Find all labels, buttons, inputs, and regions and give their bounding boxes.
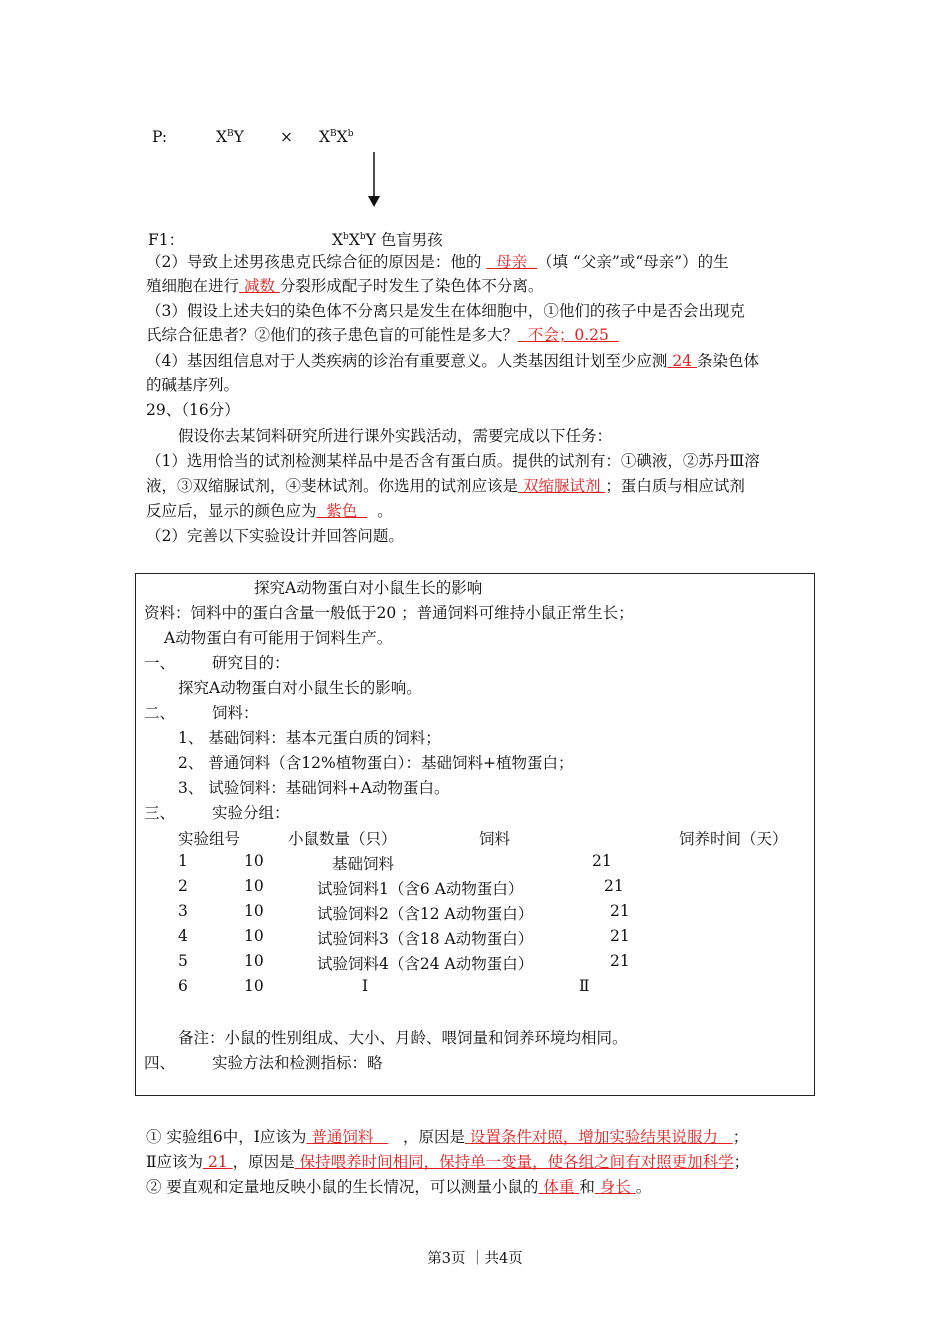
table-row-1-feed: 基础饲料 xyxy=(332,855,395,873)
answer-line-3: ② 要直观和定量地反映小鼠的生长情况，可以测量小鼠的 体重 和 身长 。 xyxy=(146,1178,652,1196)
table-header-feed: 饲料 xyxy=(479,830,511,848)
q4-line1: （4）基因组信息对于人类疾病的诊治有重要意义。人类基因组计划至少应测 24 条染色体 xyxy=(146,352,759,370)
section-2-title: 饲料： xyxy=(212,704,259,722)
q2-line2: 殖细胞在进行 减数 分裂形成配子时发生了染色体不分离。 xyxy=(146,277,544,295)
answer-1-feed: 普通饲料 xyxy=(311,1128,374,1146)
q3-line2: 氏综合征患者？②他们的孩子患色盲的可能性是多大？ 不会；0.25 xyxy=(146,324,619,346)
q3-line1: （3）假设上述夫妇的染色体不分离只是发生在体细胞中，①他们的孩子中是否会出现克 xyxy=(146,302,745,320)
box-title: 探究A动物蛋白对小鼠生长的影响 xyxy=(254,579,483,597)
answer-3-weight: 体重 xyxy=(543,1178,575,1196)
section-1-title: 研究目的： xyxy=(212,654,290,672)
table-row-1-time: 21 xyxy=(592,852,612,870)
q29-p2: （2）完善以下实验设计并回答问题。 xyxy=(146,527,404,545)
f1-result: $X^bX^bY$ 色盲男孩 xyxy=(332,231,443,249)
answer-3-length: 身长 xyxy=(599,1178,631,1196)
answer-line-2: Ⅱ应该为 21 ，原因是 保持喂养时间相同，保持单一变量，使各组之间有对照更加科学； xyxy=(146,1153,750,1171)
table-row-4-time: 21 xyxy=(610,927,630,945)
table-row-2-feed: 试验饲料1（含6 A动物蛋白） xyxy=(317,880,524,898)
q2-answer1: 母亲 xyxy=(496,253,528,271)
table-header-count: 小鼠数量（只） xyxy=(288,830,397,848)
section-1-num: 一、 xyxy=(144,654,176,672)
q2-line1: （2）导致上述男孩患克氏综合征的原因是：他的 母亲 （填 “父亲”或“母亲”）的生 xyxy=(146,253,729,271)
feed-1: 1、 基础饲料：基本元蛋白质的饲料； xyxy=(178,729,441,747)
q29-answer-color: 紫色 xyxy=(326,502,358,520)
q29-heading: 29、（16分） xyxy=(146,401,240,419)
table-row-3-group: 3 xyxy=(178,902,188,920)
table-row-2-time: 21 xyxy=(604,877,624,895)
table-header-time: 饲养时间（天） xyxy=(679,830,788,848)
q2-answer2: 减数 xyxy=(243,277,275,295)
table-row-1-group: 1 xyxy=(178,852,188,870)
table-row-3-feed: 试验饲料2（含12 A动物蛋白） xyxy=(317,905,534,923)
box-material-1: 资料：饲料中的蛋白含量一般低于20 ；普通饲料可维持小鼠正常生长； xyxy=(144,604,634,622)
table-row-2-count: 10 xyxy=(244,877,264,895)
q29-p1-line2: 液，③双缩脲试剂，④斐林试剂。你选用的试剂应该是 双缩脲试剂 ；蛋白质与相应试剂 xyxy=(146,477,745,495)
table-row-4-feed: 试验饲料3（含18 A动物蛋白） xyxy=(317,930,534,948)
box-note: 备注：小鼠的性别组成、大小、月龄、喂饲量和饲养环境均相同。 xyxy=(178,1029,628,1047)
table-header-group: 实验组号 xyxy=(178,830,241,848)
section-2-num: 二、 xyxy=(144,704,176,722)
male-genotype: $X^BY$ xyxy=(216,128,244,146)
section-3-title: 实验分组： xyxy=(212,804,290,822)
answer-1-reason: 设置条件对照，增加实验结果说服力 xyxy=(469,1128,718,1146)
feed-3: 3、 试验饲料：基础饲料+A动物蛋白。 xyxy=(178,779,450,797)
page-footer: 第3页 ｜共4页 xyxy=(427,1251,523,1267)
cross-times: × xyxy=(280,128,293,146)
feed-2: 2、 普通饲料（含12%植物蛋白）：基础饲料+植物蛋白； xyxy=(178,754,574,772)
section-4-num: 四、 xyxy=(144,1054,176,1072)
table-row-3-time: 21 xyxy=(610,902,630,920)
table-row-6-group: 6 xyxy=(178,977,188,995)
answer-2-days: 21 xyxy=(207,1153,228,1171)
answer-2-reason: 保持喂养时间相同，保持单一变量，使各组之间有对照更加科学 xyxy=(299,1153,734,1171)
experiment-box xyxy=(135,573,815,1096)
section-4-title: 实验方法和检测指标：略 xyxy=(212,1054,383,1072)
answer-line-1: ① 实验组6中，Ⅰ应该为 普通饲料 ，原因是 设置条件对照，增加实验结果说服力 ； xyxy=(146,1128,749,1146)
table-row-1-count: 10 xyxy=(244,852,264,870)
q29-answer-reagent: 双缩脲试剂 xyxy=(522,477,601,495)
f1-label: F1： xyxy=(148,231,185,249)
section-1-body: 探究A动物蛋白对小鼠生长的影响。 xyxy=(178,679,422,697)
q29-intro: 假设你去某饲料研究所进行课外实践活动，需要完成以下任务： xyxy=(178,427,613,445)
q3-answer: 不会；0.25 xyxy=(527,326,609,344)
table-row-5-group: 5 xyxy=(178,952,188,970)
table-row-5-time: 21 xyxy=(610,952,630,970)
q4-answer: 24 xyxy=(672,352,693,370)
q29-p1-line1: （1）选用恰当的试剂检测某样品中是否含有蛋白质。提供的试剂有：①碘液，②苏丹Ⅲ溶 xyxy=(146,452,760,470)
female-genotype: $X^BX^b$ xyxy=(319,128,354,146)
table-row-6-feed: Ⅰ xyxy=(362,977,369,995)
table-row-2-group: 2 xyxy=(178,877,188,895)
cross-arrow xyxy=(366,152,382,208)
table-row-5-count: 10 xyxy=(244,952,264,970)
section-3-num: 三、 xyxy=(144,804,176,822)
table-row-4-count: 10 xyxy=(244,927,264,945)
table-row-5-feed: 试验饲料4（含24 A动物蛋白） xyxy=(317,955,534,973)
cross-p-label: P: xyxy=(152,128,168,146)
q29-p1-line3: 反应后，显示的颜色应为 紫色 。 xyxy=(146,502,393,520)
table-row-4-group: 4 xyxy=(178,927,188,945)
q4-line2: 的碱基序列。 xyxy=(146,376,240,394)
table-row-6-count: 10 xyxy=(244,977,264,995)
table-row-6-time: Ⅱ xyxy=(579,977,590,995)
table-row-3-count: 10 xyxy=(244,902,264,920)
box-material-2: A动物蛋白有可能用于饲料生产。 xyxy=(164,629,393,647)
